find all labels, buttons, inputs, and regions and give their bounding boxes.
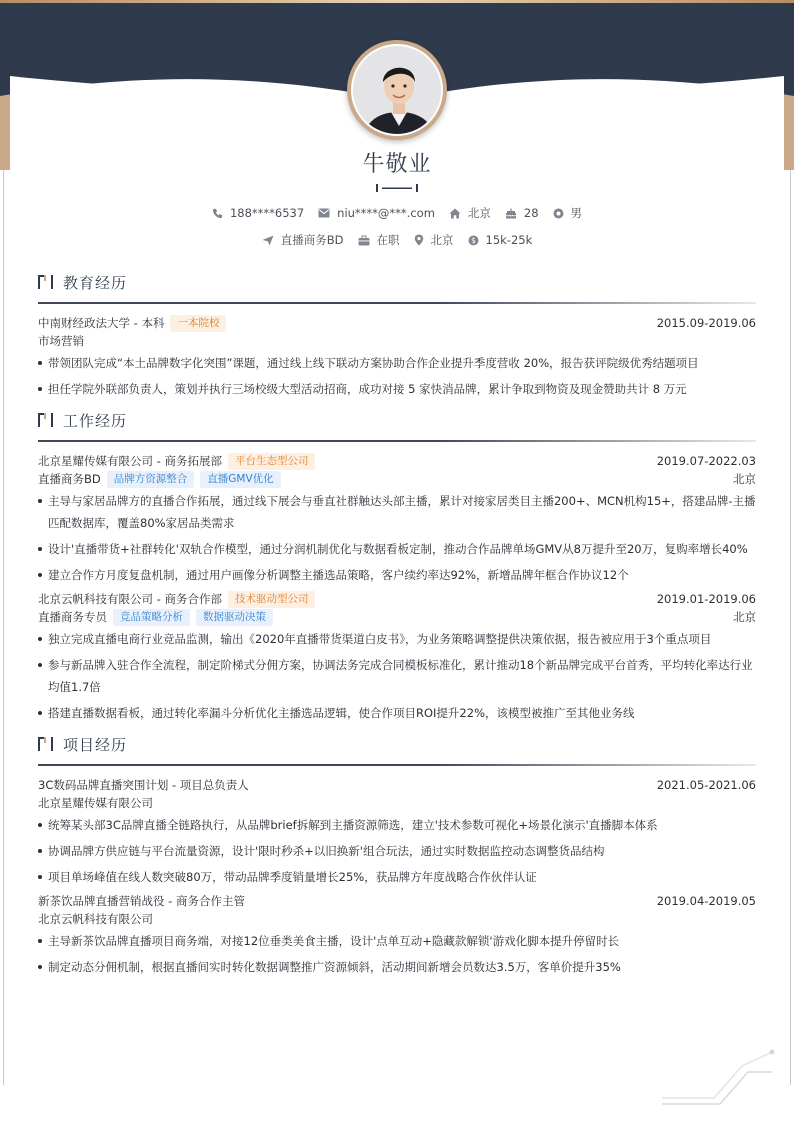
section-title: 项目经历 [63, 735, 128, 754]
entry-date: 2021.05-2021.06 [656, 778, 756, 792]
target-city-text: 北京 [430, 233, 454, 247]
right-border-line [790, 170, 791, 1085]
money-icon [468, 235, 479, 246]
phone-text: 188****6537 [229, 206, 305, 220]
entry-subheader [38, 608, 756, 626]
section-rule [38, 440, 756, 442]
home-icon [449, 208, 461, 219]
list-item: 独立完成直播电商行业竞品监测，输出《2020年直播带货渠道白皮书》，为业务策略调整提供决策依据，报告被应用于3个重点项目 [38, 628, 756, 650]
list-item: 参与新品牌入驻合作全流程，制定阶梯式分佣方案，协调法务完成合同模板标准化，累计推动18个新品牌完成平台首秀，平均转化率达行业均值1.7倍 [38, 654, 756, 698]
section-bracket-icon [38, 275, 56, 289]
svg-text:$: $ [470, 235, 476, 245]
company-name: 北京云帆科技有限公司 - 商务合作部 [38, 592, 222, 606]
salary-text: 15k-25k [485, 233, 533, 247]
skill-tag: 数据驱动决策 [196, 609, 273, 626]
target-city-item [414, 232, 454, 248]
entry-header [38, 776, 756, 794]
target-job-item [262, 232, 344, 248]
entry-date: 2019.04-2019.05 [656, 894, 756, 908]
projects-section [38, 730, 756, 978]
section-heading [38, 268, 756, 296]
major-name: 市场营销 [38, 334, 84, 348]
briefcase-icon [358, 235, 370, 246]
section-bracket-icon [38, 737, 56, 751]
candidate-name: 牛敬业 [362, 152, 432, 177]
phone-icon [212, 208, 223, 219]
email-text: niu****@***.com [337, 206, 435, 220]
entry-date: 2015.09-2019.06 [656, 316, 756, 330]
project-company: 北京星耀传媒有限公司 [38, 796, 153, 810]
bullet-list [38, 490, 756, 586]
section-title: 工作经历 [63, 411, 128, 430]
contact-info-row [0, 205, 794, 221]
name-divider-icon [376, 183, 418, 193]
entry-header [38, 892, 756, 910]
send-icon [262, 235, 274, 246]
list-item: 制定动态分佣机制，根据直播间实时转化数据调整推广资源倾斜，活动期间新增会员数达3.5万，客单价提升35% [38, 956, 756, 978]
list-item: 建立合作方月度复盘机制，通过用户画像分析调整主播选品策略，客户续约率达92%，新增品牌年框合作协议12个 [38, 564, 756, 586]
section-bracket-icon [38, 413, 56, 427]
school-name: 中南财经政法大学 - 本科 [38, 316, 165, 330]
list-item: 协调品牌方供应链与平台流量资源，设计'限时秒杀+以旧换新'组合玩法，通过实时数据监控动态调整货品结构 [38, 840, 756, 862]
entry-header [38, 314, 756, 332]
gender-icon [553, 208, 564, 219]
left-border-line [3, 170, 4, 1085]
email-item [318, 206, 435, 220]
project-name: 3C数码品牌直播突围计划 - 项目总负责人 [38, 778, 249, 792]
list-item: 项目单场峰值在线人数突破80万，带动品牌季度销量增长25%，获品牌方年度战略合作伙伴认证 [38, 866, 756, 888]
job-role: 直播商务BD [38, 472, 101, 486]
gender-item [553, 205, 583, 221]
entry-date: 2019.07-2022.03 [656, 454, 756, 468]
section-title: 教育经历 [63, 273, 128, 292]
avatar [347, 40, 447, 140]
company-tag: 技术驱动型公司 [228, 591, 316, 608]
list-item: 统筹某头部3C品牌直播全链路执行，从品牌brief拆解到主播资源筛选，建立'技术参数可视化+场景化演示'直播脚本体系 [38, 814, 756, 836]
city-text: 北京 [467, 206, 491, 220]
status-text: 在职 [376, 233, 400, 247]
education-section [38, 268, 756, 400]
entry-header [38, 452, 756, 470]
entry-subheader [38, 910, 756, 928]
list-item: 搭建直播数据看板，通过转化率漏斗分析优化主播选品逻辑，使合作项目ROI提升22%，该模型被推广至其他业务线 [38, 702, 756, 724]
job-intent-row [0, 232, 794, 248]
gender-text: 男 [570, 206, 583, 220]
entry-subheader [38, 470, 756, 488]
location-pin-icon [414, 234, 424, 246]
work-section [38, 406, 756, 724]
status-item [358, 232, 400, 248]
email-icon [318, 208, 330, 218]
list-item: 担任学院外联部负责人，策划并执行三场校级大型活动招商，成功对接 5 家快消品牌，累计争取到物资及现金赞助共计 8 万元 [38, 378, 756, 400]
corner-line-decoration [660, 1048, 778, 1106]
entry-date: 2019.01-2019.06 [656, 592, 756, 606]
list-item: 设计'直播带货+社群转化'双轨合作模型，通过分润机制优化与数据看板定制，推动合作品牌单场GMV从8万提升至20万，复购率增长40% [38, 538, 756, 560]
section-rule [38, 764, 756, 766]
bullet-list [38, 814, 756, 888]
phone-item [212, 206, 304, 220]
list-item: 主导新茶饮品牌直播项目商务端，对接12位垂类美食主播，设计'点单互动+隐藏款解锁'游戏化脚本提升停留时长 [38, 930, 756, 952]
bullet-list [38, 930, 756, 978]
project-name: 新茶饮品牌直播营销战役 - 商务合作主管 [38, 894, 245, 908]
target-job-text: 直播商务BD [280, 233, 344, 247]
skill-tag: 品牌方资源整合 [107, 471, 195, 488]
job-location: 北京 [733, 472, 756, 486]
skill-tag: 直播GMV优化 [200, 471, 280, 488]
company-tag: 平台生态型公司 [228, 453, 316, 470]
job-location: 北京 [733, 610, 756, 624]
job-role: 直播商务专员 [38, 610, 107, 624]
section-heading [38, 406, 756, 434]
company-name: 北京星耀传媒有限公司 - 商务拓展部 [38, 454, 222, 468]
salary-item [468, 233, 533, 247]
school-tag: 一本院校 [170, 315, 226, 332]
resume-content [38, 268, 756, 982]
age-text: 28 [523, 206, 539, 220]
entry-header [38, 590, 756, 608]
city-item [449, 205, 491, 221]
avatar-photo [351, 44, 443, 136]
entry-subheader [38, 332, 756, 350]
list-item: 主导与家居品牌方的直播合作拓展，通过线下展会与垂直社群触达头部主播，累计对接家居类目主播200+、MCN机构15+，搭建品牌-主播匹配数据库，覆盖80%家居品类需求 [38, 490, 756, 534]
entry-subheader [38, 794, 756, 812]
list-item: 带领团队完成“本土品牌数字化突围”课题，通过线上线下联动方案协助合作企业提升季度营收 20%，报告获评院级优秀结题项目 [38, 352, 756, 374]
project-company: 北京云帆科技有限公司 [38, 912, 153, 926]
cake-icon [505, 208, 517, 219]
section-heading [38, 730, 756, 758]
section-rule [38, 302, 756, 304]
bullet-list [38, 628, 756, 724]
skill-tag: 竞品策略分析 [113, 609, 190, 626]
bullet-list [38, 352, 756, 400]
age-item [505, 206, 539, 220]
